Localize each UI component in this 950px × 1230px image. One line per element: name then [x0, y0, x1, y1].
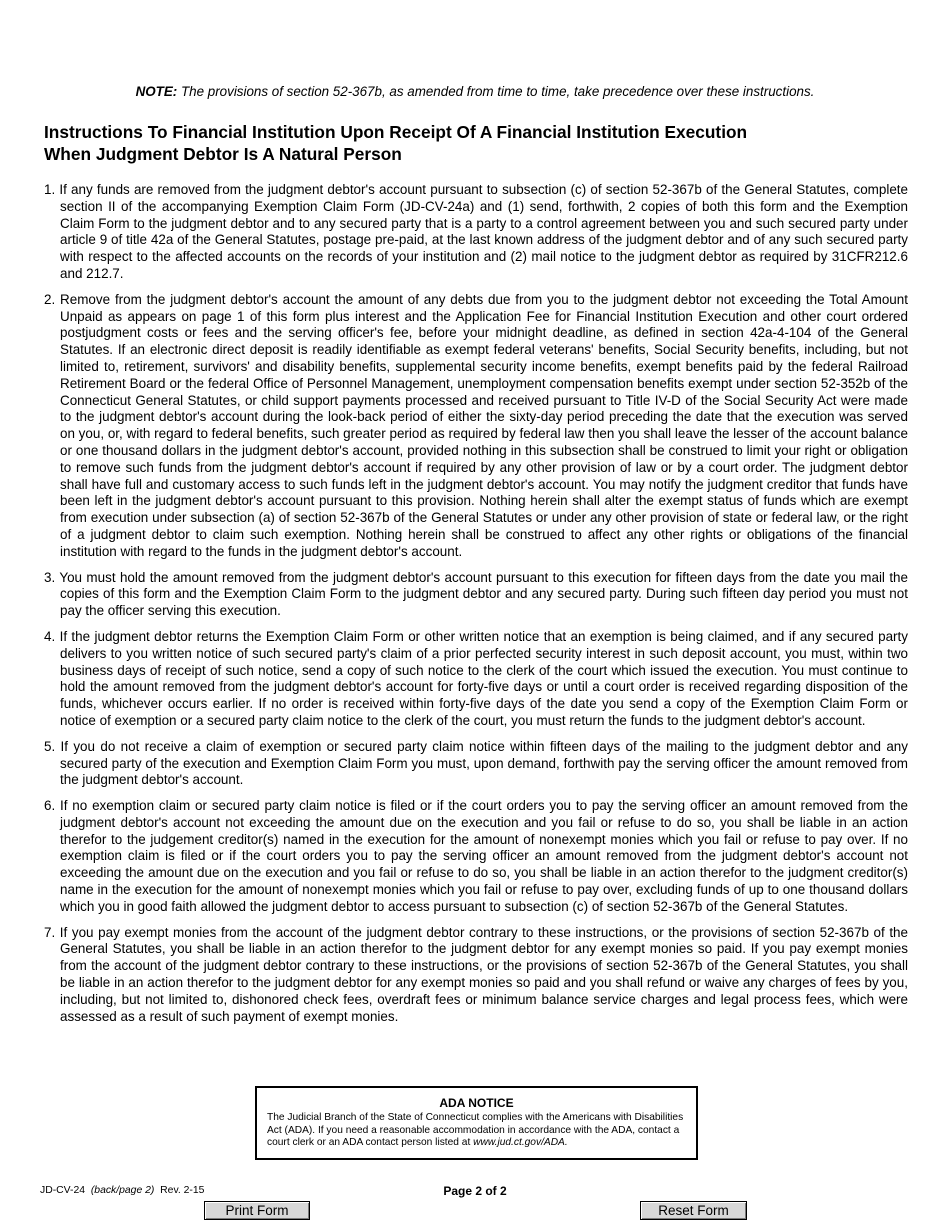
instruction-item-3: 3. You must hold the amount removed from the judgment debtor's account pursuant to this execution for fifteen days from the date you mail the copies of this form and the Exemption Claim Form to the judgment debtor and any secured party. During such fifteen day period you must not pay the officer serving this execution. [44, 569, 908, 619]
instruction-item-7: 7. If you pay exempt monies from the account of the judgment debtor contrary to these instructions, or the provisions of section 52-367b of the General Statutes, you shall be liable in an action therefor to the judgment debtor for any exempt monies so paid. If you pay exempt monies from the account of the judgment debtor contrary to these instructions, or the provisions of section 52-367b of the General Statutes, you shall be liable in an action therefor to the judgment debtor for any exempt monies so paid and you shall refund or waive any charges of fees by you, including, but not limited to, dishonored check fees, overdraft fees or minimum balance service charges and legal process fees, which were assessed as a result of such payment of exempt monies. [44, 924, 908, 1024]
form-id: JD-CV-24 [40, 1185, 86, 1196]
title-line-1: Instructions To Financial Institution Upon Receipt Of A Financial Institution Execution [44, 122, 748, 142]
revision: Rev. 2-15 [160, 1185, 205, 1196]
ada-notice-body [267, 1112, 686, 1150]
title-line-2: When Judgment Debtor Is A Natural Person [44, 144, 402, 164]
ada-url-end: . [564, 1137, 568, 1148]
precedence-note [0, 84, 950, 100]
instruction-item-2: 2. Remove from the judgment debtor's account the amount of any debts due from you to the judgment debtor not exceeding the Total Amount Unpaid as appears on page 1 of this form plus interest and the Application Fee for Financial Institution Execution and other court ordered postjudgment costs or fees and the serving officer's fee, before your midnight deadline, as defined in section 42a-4-104 of the General Statutes. If an electronic direct deposit is readily identifiable as exempt federal veterans' benefits, Social Security benefits, including, but not limited to, retirement, survivors' and disability benefits, supplemental security income benefits, exempt benefits paid by the federal Railroad Retirement Board or the federal Office of Personnel Management, unemployment compensation benefits exempt under section 52-352b of the Connecticut General Statutes, or child support payments processed and received pursuant to Title IV-D of the Social Security Act were made to the judgment debtor's account during the look-back period of either the sixty-day period preceding the date that the execution was served on you, or, with regard to federal benefits, such greater period as required by federal law then you shall leave the lesser of the account balance or one thousand dollars in the judgment debtor's account, provided nothing in this subsection shall be construed to limit your right or obligation to remove such funds from the judgment debtor's account if required by any other provision of law or by a court order. The judgment debtor shall have full and customary access to such funds left in the judgment debtor's account. You may notify the judgment creditor that funds have been left in the judgment debtor's account pursuant to this provision. Nothing herein shall alter the exempt status of funds which are exempt from execution under subsection (a) of section 52-367b of the General Statutes or under any other provision of state or federal law, or the right of a judgment debtor to claim such exemption. Nothing herein shall be construed to affect any other rights or obligations of the financial institution with regard to the funds in the judgment debtor's account. [44, 291, 908, 559]
instruction-item-6: 6. If no exemption claim or secured party claim notice is filed or if the court orders you to pay the serving officer an amount removed from the judgment debtor's account not exceeding the amount due on the execution and you fail or refuse to do so, you shall be liable in an action therefor to the judgement creditor(s) named in the execution for the amount of nonexempt monies which you fail or refuse to pay over. If no exemption claim is filed or if the court orders you to pay the serving officer an amount removed from the judgment debtor's account not exceeding the amount due on the execution and you fail or refuse to do so, you shall be liable in an action therefor to the judgment creditor(s) name in the execution for the amount of nonexempt monies which you fail or refuse to pay over, excluding funds of up to one thousand dollars which you in good faith allowed the judgment debtor to access pursuant to subsection (c) of section 52-367b of the General Statutes. [44, 798, 908, 914]
page-title [44, 121, 904, 165]
page-number: Page 2 of 2 [443, 1184, 507, 1198]
print-form-button[interactable]: Print Form [204, 1201, 310, 1220]
reset-form-button[interactable]: Reset Form [640, 1201, 747, 1220]
page-side-note: (back/page 2) [90, 1185, 155, 1196]
ada-notice-text: The Judicial Branch of the State of Connecticut complies with the Americans with Disabilities Act (ADA). If you need a reasonable accommodation in accordance with the ADA, contact a court clerk or an ADA contact person listed at [267, 1112, 684, 1148]
ada-notice-box [255, 1086, 698, 1160]
ada-notice-title: ADA NOTICE [439, 1096, 514, 1110]
note-text: The provisions of section 52-367b, as amended from time to time, take precedence over these instructions. [177, 84, 815, 99]
instructions-list [44, 182, 908, 1034]
instruction-item-1: 1. If any funds are removed from the judgment debtor's account pursuant to subsection (c) of section 52-367b of the General Statutes, complete section II of the accompanying Exemption Claim Form (JD-CV-24a) and (1) send, forthwith, 2 copies of both this form and the Exemption Claim Form to the judgment debtor and to any secured party that is a party to a control agreement between you and such secured party under article 9 of title 42a of the General Statutes, postage pre-paid, at the last known address of the judgment debtor and of any such secured party with respect to the affected accounts on the records of your institution and (2) mail notice to the judgment debtor as required by 31CFR212.6 and 212.7. [44, 182, 908, 281]
note-label: NOTE: [135, 84, 178, 99]
instruction-item-4: 4. If the judgment debtor returns the Exemption Claim Form or other written notice that an exemption is being claimed, and if any secured party delivers to you written notice of such secured party's claim of a prior perfected security interest in such deposit account, you must, within two business days of receipt of such notice, send a copy of such notice to the clerk of the court which issued the execution. You must continue to hold the amount removed from the judgment debtor's account for forty-five days or until a court order is received regarding disposition of the funds, whichever occurs earlier. If no order is received within forty-five days of the date you send a copy of the Exemption Claim Form or notice of exemption or a secured party claim notice to the clerk of the court, you must return the funds to the judgment debtor's account. [44, 628, 908, 728]
ada-url: www.jud.ct.gov/ADA [473, 1137, 565, 1148]
instruction-item-5: 5. If you do not receive a claim of exemption or secured party claim notice within fifteen days of the mailing to the judgment debtor and any secured party of the execution and Exemption Claim Form you must, upon demand, forthwith pay the serving officer the amount removed from the judgment debtor's account. [44, 738, 908, 788]
